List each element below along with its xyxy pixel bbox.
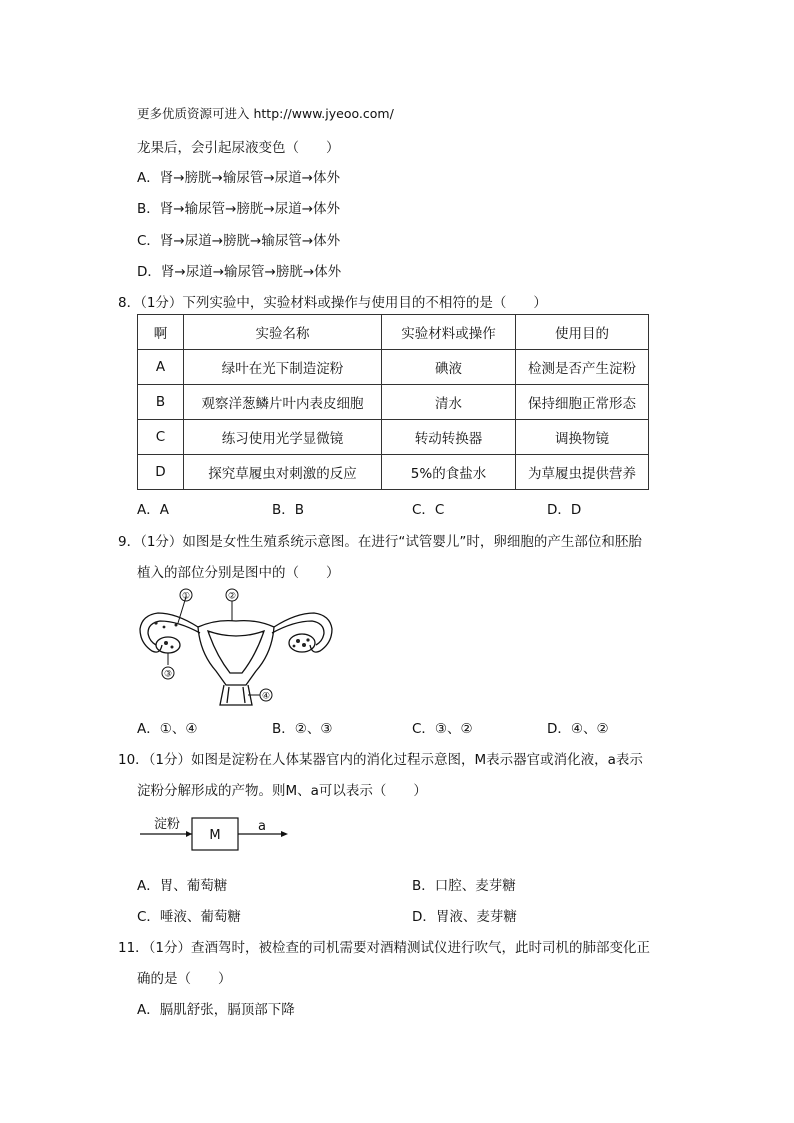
q9-option-d[interactable]: D．④、② (547, 721, 609, 737)
table-cell: 清水 (382, 385, 516, 420)
left-fallopian-tube (140, 613, 198, 652)
q10-stem-line1: 10．（1分）如图是淀粉在人体某器官内的消化过程示意图，M表示器官或消化液，a表示 (118, 752, 643, 768)
table-row (138, 350, 649, 385)
table-cell: 转动转换器 (382, 420, 516, 455)
diagram-box-label: M (209, 828, 221, 843)
q9-option-b[interactable]: B．②、③ (272, 721, 333, 737)
q11-stem-line2: 确的是（ ） (137, 971, 232, 987)
figure-label-1: ① (181, 591, 191, 602)
table-header-cell: 使用目的 (516, 315, 649, 350)
table-cell: 观察洋葱鳞片叶内表皮细胞 (184, 385, 382, 420)
uterus-outline (198, 621, 274, 685)
table-cell: 绿叶在光下制造淀粉 (184, 350, 382, 385)
table-row (138, 385, 649, 420)
q7-option-b[interactable]: B．肾→输尿管→膀胱→尿道→体外 (137, 201, 341, 217)
q10-stem-line2: 淀粉分解形成的产物。则M、a可以表示（ ） (137, 783, 427, 799)
q7-option-c[interactable]: C．肾→尿道→膀胱→输尿管→体外 (137, 233, 341, 249)
q9-stem-line2: 植入的部位分别是图中的（ ） (137, 565, 340, 581)
table-cell: 调换物镜 (516, 420, 649, 455)
right-ovary (289, 634, 315, 652)
q9-option-a[interactable]: A．①、④ (137, 721, 198, 737)
figure-label-3: ③ (163, 669, 173, 680)
table-cell: 检测是否产生淀粉 (516, 350, 649, 385)
q8-option-c[interactable]: C．C (412, 502, 445, 518)
table-header-row (138, 315, 649, 350)
figure-label-2: ② (227, 591, 237, 602)
table-cell: A (138, 350, 184, 385)
q10-option-d[interactable]: D．胃液、麦芽糖 (412, 909, 517, 925)
table-row (138, 420, 649, 455)
q8-option-b[interactable]: B．B (272, 502, 305, 518)
page-header: 更多优质资源可进入 http://www.jyeoo.com/ (137, 106, 394, 121)
q11-stem-line1: 11．（1分）查酒驾时，被检查的司机需要对酒精测试仪进行吹气，此时司机的肺部变化正 (118, 940, 651, 956)
table-cell: B (138, 385, 184, 420)
q9-stem-line1: 9．（1分）如图是女性生殖系统示意图。在进行“试管婴儿”时，卵细胞的产生部位和胚胎 (118, 534, 642, 550)
q7-option-d[interactable]: D．肾→尿道→输尿管→膀胱→体外 (137, 264, 342, 280)
q10-option-b[interactable]: B．口腔、麦芽糖 (412, 878, 516, 894)
table-cell: 探究草履虫对刺激的反应 (184, 455, 382, 490)
table-cell: C (138, 420, 184, 455)
table-cell: 5%的食盐水 (382, 455, 516, 490)
table-cell: 练习使用光学显微镜 (184, 420, 382, 455)
table-header-cell: 实验名称 (184, 315, 382, 350)
table-cell: 碘液 (382, 350, 516, 385)
q9-option-c[interactable]: C．③、② (412, 721, 473, 737)
q10-option-c[interactable]: C．唾液、葡萄糖 (137, 909, 241, 925)
q7-stem-tail: 龙果后，会引起尿液变色（ ） (137, 140, 340, 156)
figure-label-4: ④ (261, 691, 271, 702)
q7-option-a[interactable]: A．肾→膀胱→输尿管→尿道→体外 (137, 170, 340, 186)
left-ovary (156, 637, 180, 653)
diagram-input-label: 淀粉 (154, 817, 181, 832)
q8-option-a[interactable]: A．A (137, 502, 169, 518)
female-reproductive-system-diagram (136, 583, 336, 711)
diagram-output-label: a (258, 819, 266, 834)
table-cell: 保持细胞正常形态 (516, 385, 649, 420)
q8-experiment-table (137, 314, 649, 490)
table-cell: D (138, 455, 184, 490)
starch-digestion-diagram (140, 810, 300, 854)
table-header-cell: 啊 (138, 315, 184, 350)
table-row (138, 455, 649, 490)
q11-option-a[interactable]: A．膈肌舒张，膈顶部下降 (137, 1002, 295, 1018)
table-cell: 为草履虫提供营养 (516, 455, 649, 490)
table-header-cell: 实验材料或操作 (382, 315, 516, 350)
q8-stem: 8．（1分）下列实验中，实验材料或操作与使用目的不相符的是（ ） (118, 295, 547, 311)
q8-option-d[interactable]: D．D (547, 502, 582, 518)
q10-option-a[interactable]: A．胃、葡萄糖 (137, 878, 228, 894)
